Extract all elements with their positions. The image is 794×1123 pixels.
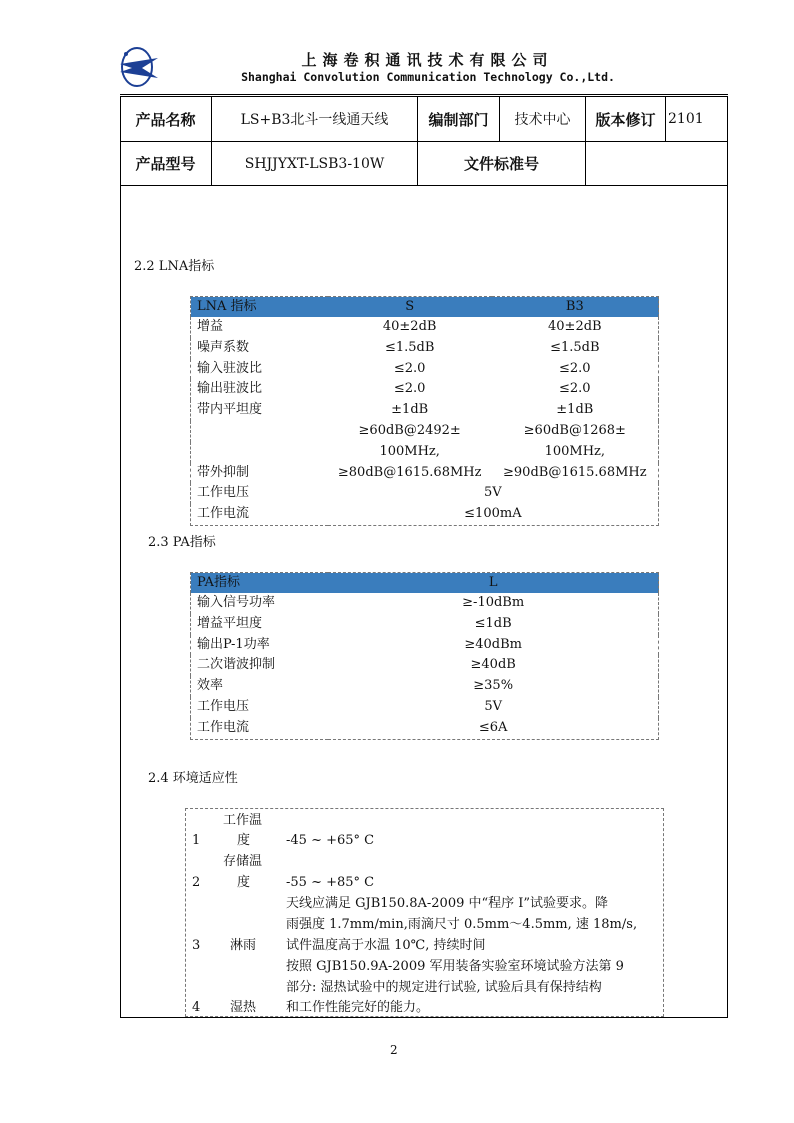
param-name: 工作电压: [197, 698, 250, 714]
value-l: ≥40dB: [470, 657, 516, 673]
env-item-name: 淋雨: [230, 938, 257, 953]
value-l: ≥40dBm: [464, 636, 522, 652]
env-table: [185, 808, 664, 1017]
value-b3: ≤2.0: [559, 381, 591, 397]
env-item-num: 4: [192, 1000, 201, 1015]
param-name: [191, 442, 328, 463]
table-row: [191, 338, 659, 359]
env-item-value: -45 ~ +65° C: [286, 833, 375, 848]
value-s: ±1dB: [391, 402, 429, 418]
table-row: [191, 317, 659, 338]
value-s: 40±2dB: [382, 319, 437, 334]
value-shared: ≤100mA: [464, 506, 522, 522]
dept-label: 编制部门: [418, 97, 500, 142]
param-name: 增益平坦度: [197, 615, 263, 631]
param-name: 二次谐波抑制: [197, 657, 276, 673]
doc-no-label: 文件标准号: [418, 142, 586, 186]
value-s: ≥60dB@2492±: [358, 422, 461, 438]
header-divider: [120, 94, 728, 95]
value-l: 5V: [484, 698, 502, 714]
env-item-num: 1: [192, 833, 201, 848]
lna-table-header: [191, 297, 659, 318]
param-name: 工作电压: [197, 485, 250, 501]
param-name: 工作电流: [197, 506, 250, 522]
table-row: [191, 614, 659, 635]
value-b3: ≤1.5dB: [550, 339, 600, 355]
table-row: [191, 463, 659, 484]
param-name: 噪声系数: [197, 339, 250, 355]
page-number: 2: [390, 1043, 398, 1057]
lna-header-s: S: [328, 297, 492, 318]
lna-header-b3: B3: [492, 297, 659, 318]
env-item-name: 度: [237, 833, 251, 848]
param-name: 工作电流: [197, 719, 250, 735]
pa-table-header: [191, 573, 659, 594]
param-name: 输入驻波比: [197, 360, 263, 376]
env-item-value: -55 ~ +85° C: [286, 875, 375, 890]
value-s: 100MHz,: [379, 443, 440, 459]
env-item-num: 2: [192, 875, 201, 890]
table-row: [191, 635, 659, 656]
model-label: 产品型号: [120, 142, 212, 186]
lna-table: [190, 296, 659, 526]
env-item-value: 天线应满足 GJB150.8A-2009 中“程序 I”试验要求。降: [286, 896, 609, 911]
product-name-label: 产品名称: [120, 97, 212, 142]
env-item-value: 和工作性能完好的能力。: [286, 1000, 430, 1015]
env-item-num: 3: [192, 938, 201, 953]
param-name: 输入信号功率: [197, 595, 276, 610]
value-l: ≥-10dBm: [462, 595, 525, 610]
env-item-name: 存储温: [223, 854, 263, 869]
company-name-en: Shanghai Convolution Communication Technology Co.,Ltd.: [241, 70, 615, 84]
param-name: [191, 421, 328, 442]
lna-section-title: 2.2 LNA指标: [134, 259, 215, 274]
lna-header-param: LNA 指标: [191, 297, 328, 318]
value-b3: ≥60dB@1268±: [523, 422, 626, 438]
env-item-name: 湿热: [230, 1000, 257, 1015]
value-s: ≤1.5dB: [384, 339, 435, 355]
param-name: 输出驻波比: [197, 381, 263, 397]
doc-no-value: [586, 142, 727, 186]
pa-table: [190, 572, 659, 740]
company-name-cn: 上海卷积通讯技术有限公司: [301, 51, 554, 69]
model-value: SHJJYXT-LSB3-10W: [212, 142, 418, 186]
table-row: [191, 718, 659, 739]
version-label: 版本修订: [586, 97, 666, 142]
table-row: [191, 359, 659, 380]
value-s: ≤2.0: [393, 381, 426, 397]
table-row: [191, 655, 659, 676]
env-item-value: 按照 GJB150.9A-2009 军用装备实验室环境试验方法第 9: [286, 959, 624, 974]
env-item-name: 度: [237, 875, 251, 890]
version-value: 2101: [666, 97, 727, 142]
value-b3: ≥90dB@1615.68MHz: [503, 464, 647, 480]
table-row: [191, 442, 659, 463]
value-b3: 40±2dB: [548, 319, 602, 334]
table-row: [191, 421, 659, 442]
param-name: 输出P-1功率: [197, 636, 270, 652]
pa-header-l: L: [328, 573, 658, 594]
table-row: [191, 593, 659, 614]
table-row: [191, 400, 659, 421]
env-item-value: 雨强度 1.7mm/min,雨滴尺寸 0.5mm～4.5mm, 速 18m/s,: [286, 917, 638, 932]
value-l: ≤1dB: [474, 615, 512, 631]
pa-section-title: 2.3 PA指标: [148, 535, 216, 550]
param-name: 带内平坦度: [197, 402, 263, 418]
env-section-title: 2.4 环境适应性: [148, 771, 238, 786]
value-l: ≥35%: [473, 678, 514, 694]
value-b3: ≤2.0: [559, 360, 591, 376]
product-name-value: LS+B3北斗一线通天线: [212, 97, 418, 142]
value-b3: 100MHz,: [544, 443, 606, 459]
table-row: [191, 379, 659, 400]
value-s: ≤2.0: [393, 360, 426, 376]
value-shared: 5V: [484, 485, 502, 501]
env-item-value: 部分: 湿热试验中的规定进行试验, 试验后具有保持结构: [286, 980, 602, 995]
value-l: ≤6A: [478, 719, 508, 735]
table-row: [191, 483, 659, 504]
param-name: 带外抑制: [197, 464, 250, 480]
param-name: 增益: [197, 319, 224, 334]
table-row: [191, 676, 659, 697]
dept-value: 技术中心: [500, 97, 586, 142]
env-item-value: 试件温度高于水温 10℃, 持续时间: [286, 938, 486, 953]
value-b3: ±1dB: [556, 402, 594, 418]
table-row: [191, 504, 659, 525]
pa-header-param: PA指标: [191, 573, 329, 594]
env-item-name: 工作温: [223, 813, 263, 828]
param-name: 效率: [197, 678, 224, 694]
table-row: [191, 697, 659, 718]
company-logo: [118, 44, 160, 90]
value-s: ≥80dB@1615.68MHz: [337, 464, 482, 480]
